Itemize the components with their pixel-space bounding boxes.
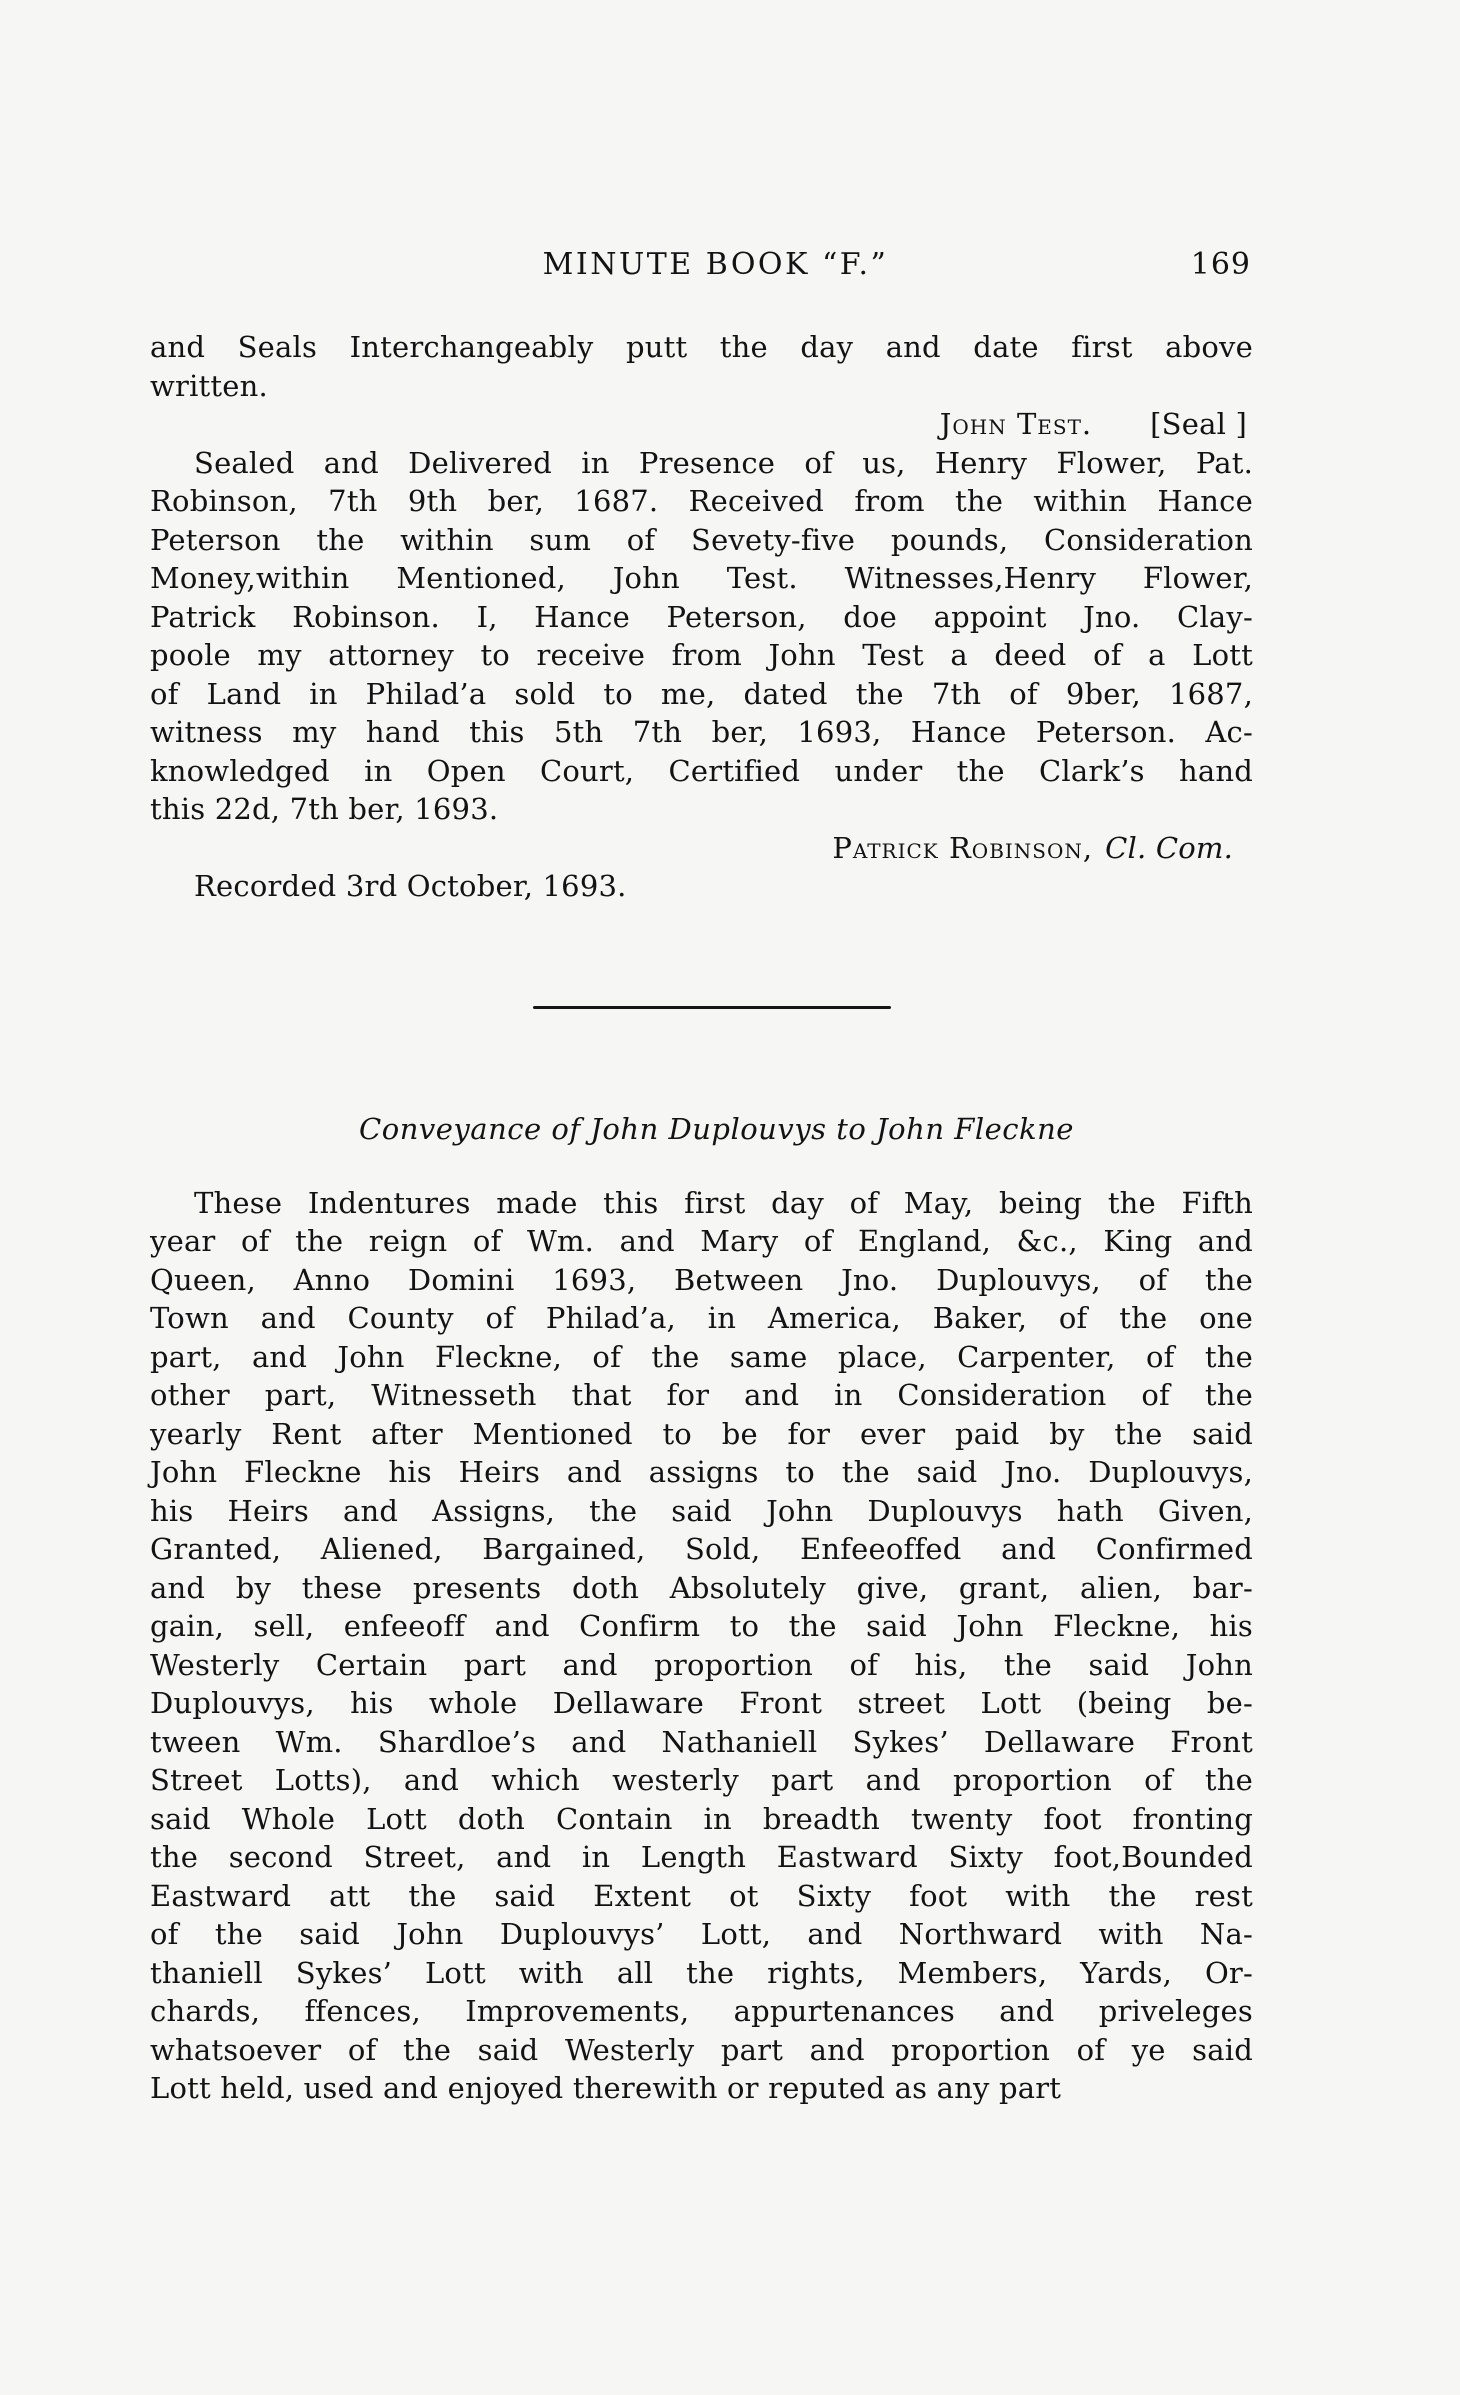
page-body (150, 328, 1253, 2108)
text-line: witness my hand this 5th 7th ber, 1693, Hance Peterson. Ac- (150, 715, 1253, 749)
text-line: Westerly Certain part and proportion of his, the said John (150, 1647, 1253, 1682)
text-line: whatsoever of the said Westerly part and proportion of ye said (150, 2032, 1253, 2067)
text-line: his Heirs and Assigns, the said John Duplouvys hath Given, (150, 1493, 1253, 1528)
text-line: Sealed and Delivered in Presence of us, Henry Flower, Pat. (194, 445, 1253, 480)
text-line: Money,within Mentioned, John Test. Witnesses,Henry Flower, (150, 561, 1253, 595)
text-line: tween Wm. Shardloe’s and Nathaniell Sykes’ Dellaware Front (150, 1724, 1253, 1759)
divider-rule (533, 1006, 891, 1009)
text-line: Robinson, 7th 9th ber, 1687. Received from the within Hance (150, 484, 1253, 518)
text-column (150, 0, 1253, 2108)
text-line: poole my attorney to receive from John Test a deed of a Lott (150, 638, 1253, 672)
text-line: Town and County of Philad’a, in America, Baker, of the one (150, 1301, 1253, 1335)
text-line: of Land in Philad’a sold to me, dated the 7th of 9ber, 1687, (150, 676, 1253, 711)
text-line: Queen, Anno Domini 1693, Between Jno. Duplouvys, of the (150, 1262, 1253, 1297)
text-line: of the said John Duplouvys’ Lott, and Northward with Na- (150, 1917, 1253, 1951)
text-line: Patrick Robinson. I, Hance Peterson, doe appoint Jno. Clay- (150, 599, 1253, 634)
paragraph (150, 1184, 1253, 2108)
text-line: gain, sell, enfeeoff and Confirm to the said John Fleckne, his (150, 1609, 1253, 1643)
text-line: Recorded 3rd October, 1693. (194, 869, 627, 903)
text-line: and by these presents doth Absolutely give, grant, alien, bar- (150, 1570, 1253, 1605)
signatory-name: Patrick Robinson, (832, 830, 1094, 865)
signature-tail: Cl. Com. (1105, 830, 1233, 865)
text-line: this 22d, 7th ber, 1693. (150, 792, 499, 826)
page-number: 169 (1190, 247, 1251, 282)
text-line: chards, ffences, Improvements, appurtenances and priveleges (150, 1994, 1253, 2028)
text-line: Eastward att the said Extent ot Sixty foot with the rest (150, 1878, 1253, 1913)
text-line: thaniell Sykes’ Lott with all the rights, Members, Yards, Or- (150, 1955, 1253, 1990)
section-heading: Conveyance of John Duplouvys to John Fleckne (359, 1111, 1074, 1146)
page-title: MINUTE BOOK “F.” (542, 247, 889, 282)
paragraph (150, 444, 1253, 829)
text-line: Duplouvys, his whole Dellaware Front street Lott (being be- (150, 1686, 1253, 1720)
signature-line (150, 829, 1253, 868)
signature-tail: [Seal ] (1150, 407, 1247, 441)
text-line: These Indentures made this first day of May, being the Fifth (194, 1185, 1253, 1220)
signatory-name: John Test. (939, 407, 1093, 441)
text-line: year of the reign of Wm. and Mary of England, &c., King and (150, 1224, 1253, 1258)
text-line: the second Street, and in Length Eastward Sixty foot,Bounded (150, 1840, 1253, 1874)
text-line: knowledged in Open Court, Certified under the Clark’s hand (150, 753, 1253, 788)
text-line: Street Lotts), and which westerly part and proportion of the (150, 1763, 1253, 1797)
text-line: yearly Rent after Mentioned to be for ever paid by the said (150, 1416, 1253, 1451)
signature-line (150, 405, 1253, 444)
text-line: and Seals Interchangeably putt the day and date first above (150, 330, 1253, 364)
paragraph (150, 328, 1253, 405)
text-line: Granted, Aliened, Bargained, Sold, Enfeeoffed and Confirmed (150, 1532, 1253, 1566)
text-line: Peterson the within sum of Sevety-five pounds, Consideration (150, 522, 1253, 557)
text-line: John Fleckne his Heirs and assigns to the said Jno. Duplouvys, (150, 1455, 1253, 1489)
text-line: said Whole Lott doth Contain in breadth twenty foot fronting (150, 1801, 1253, 1836)
text-line: other part, Witnesseth that for and in Consideration of the (150, 1378, 1253, 1412)
text-line: Lott held, used and enjoyed therewith or reputed as any part (150, 2071, 1062, 2105)
text-line: part, and John Fleckne, of the same place, Carpenter, of the (150, 1339, 1253, 1374)
running-header (150, 248, 1253, 284)
text-line: written. (150, 368, 268, 403)
